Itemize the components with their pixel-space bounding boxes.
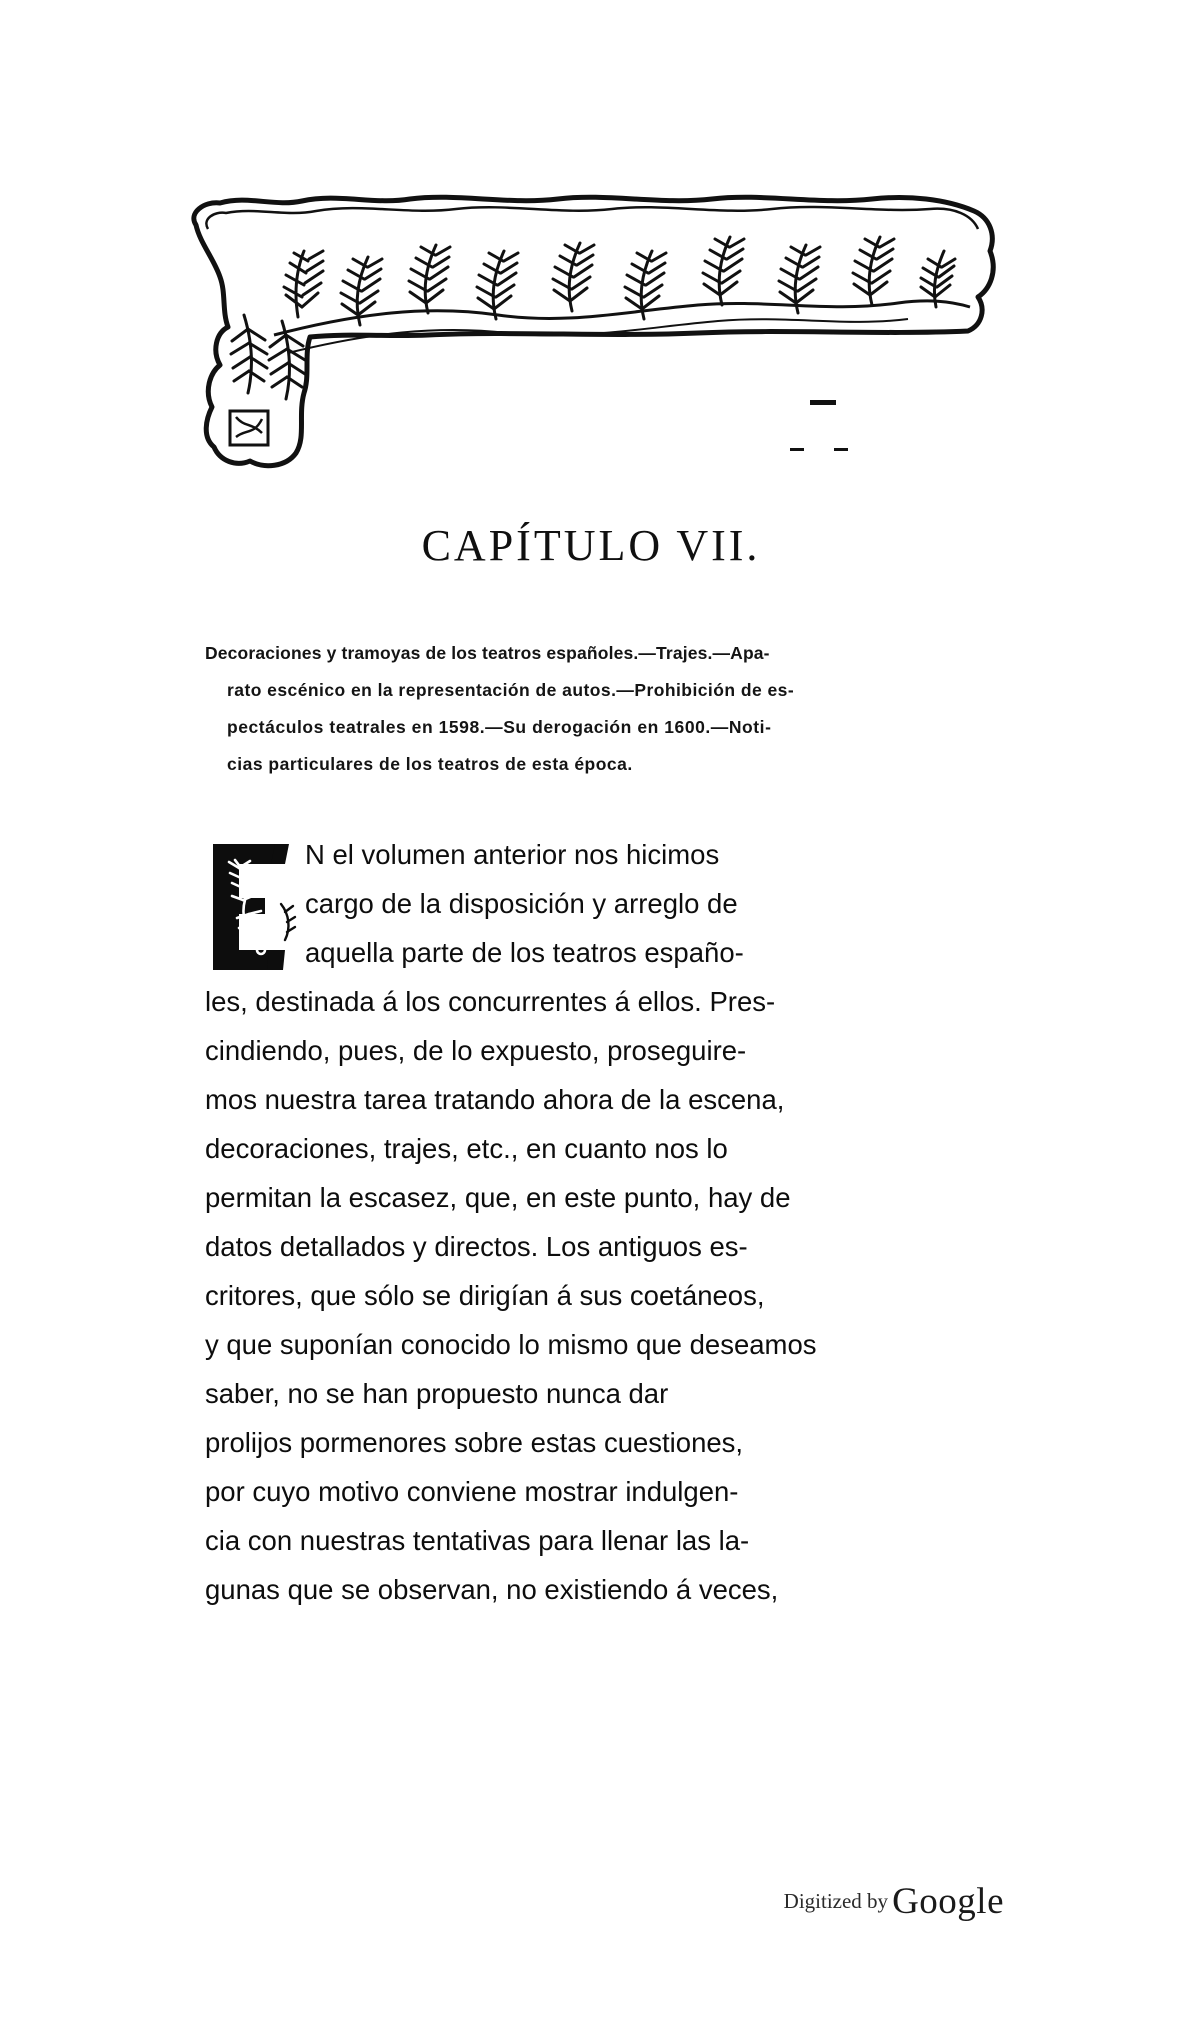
body-line: prolijos pormenores sobre estas cuestiones,: [205, 1427, 744, 1458]
body-line: gunas que se observan, no existiendo á veces,: [205, 1574, 779, 1605]
scan-artifact-dash: [834, 448, 848, 451]
google-wordmark: Google: [892, 1881, 1004, 1922]
chapter-title: CAPÍTULO VII.: [421, 521, 761, 570]
argument-line: cias particulares de los teatros de esta época.: [227, 754, 633, 774]
body-line: mos nuestra tarea tratando ahora de la escena,: [205, 1084, 785, 1115]
argument-line: pectáculos teatrales en 1598.—Su derogación en 1600.—Noti-: [227, 717, 772, 737]
body-line: cargo de la disposición y arreglo de: [305, 888, 738, 919]
body-line: saber, no se han propuesto nunca dar: [205, 1378, 669, 1409]
digitized-by-label: Digitized by: [783, 1889, 889, 1913]
body-line: cia con nuestras tentativas para llenar las la-: [205, 1525, 750, 1556]
argument-line: rato escénico en la representación de autos.—Prohibición de es-: [227, 680, 795, 700]
body-line: aquella parte de los teatros españo-: [305, 937, 744, 968]
digitization-watermark: [0, 1880, 1182, 1923]
printer-monogram: [230, 411, 268, 445]
body-line: critores, que sólo se dirigían á sus coetáneos,: [205, 1280, 765, 1311]
chapter-argument-summary: [205, 635, 975, 783]
body-line: datos detallados y directos. Los antiguos es-: [205, 1231, 748, 1262]
body-line: decoraciones, trajes, etc., en cuanto nos lo: [205, 1133, 728, 1164]
body-line: permitan la escasez, que, en este punto, hay de: [205, 1182, 791, 1213]
floral-headpiece-ornament: [178, 185, 1014, 470]
scan-artifact-dash: [790, 448, 804, 451]
body-line: N el volumen anterior nos hicimos: [305, 839, 720, 870]
body-text-block: [205, 830, 985, 1614]
body-line: y que suponían conocido lo mismo que deseamos: [205, 1329, 817, 1360]
body-line: les, destinada á los concurrentes á ellos. Pres-: [205, 986, 776, 1017]
argument-line: Decoraciones y tramoyas de los teatros españoles.—Trajes.—Apa-: [205, 643, 770, 663]
body-line: cindiendo, pues, de lo expuesto, proseguire-: [205, 1035, 747, 1066]
body-line: por cuyo motivo conviene mostrar indulgen-: [205, 1476, 739, 1507]
scan-artifact-dash: [810, 400, 836, 405]
